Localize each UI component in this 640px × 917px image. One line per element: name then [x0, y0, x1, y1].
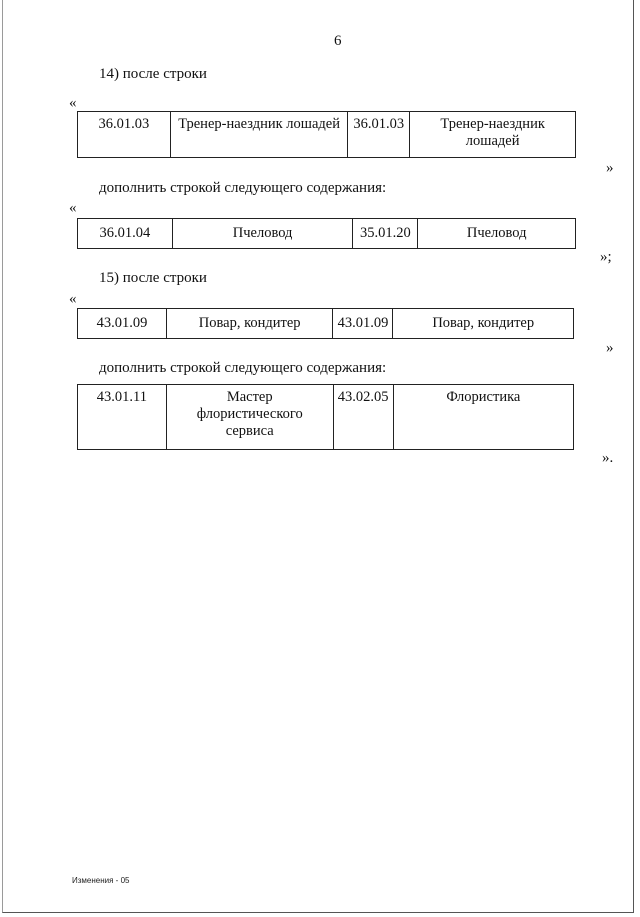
- close-quote-4: ».: [602, 450, 614, 466]
- supplement-text-1: дополнить строкой следующего содержания:: [99, 180, 387, 196]
- table-3: [77, 308, 574, 339]
- table-cell-code: 43.02.05: [333, 385, 393, 450]
- open-quote-1: «: [69, 95, 77, 111]
- table-cell-code: 36.01.04: [78, 219, 173, 249]
- footer-label: Изменения - 05: [72, 876, 130, 885]
- table-row: [78, 219, 576, 249]
- table-4: [77, 384, 574, 450]
- table-row: [78, 385, 574, 450]
- table-cell-profession: Повар, кондитер: [166, 309, 333, 339]
- table-cell-profession: Мастер флористического сервиса: [166, 385, 333, 450]
- close-quote-1: »: [606, 160, 614, 176]
- table-cell-profession: Тренер-наездник лошадей: [170, 112, 347, 158]
- open-quote-3: «: [69, 291, 77, 307]
- supplement-text-2: дополнить строкой следующего содержания:: [99, 360, 387, 376]
- close-quote-2: »;: [600, 249, 612, 265]
- table-cell-profession: Пчеловод: [418, 219, 576, 249]
- table-row: [78, 112, 576, 158]
- table-cell-code: 36.01.03: [348, 112, 410, 158]
- table-cell-code: 43.01.09: [333, 309, 393, 339]
- table-cell-code: 43.01.09: [78, 309, 167, 339]
- table-row: [78, 309, 574, 339]
- table-cell-profession: Флористика: [393, 385, 573, 450]
- close-quote-3: »: [606, 340, 614, 356]
- table-cell-code: 36.01.03: [78, 112, 171, 158]
- table-cell-profession: Тренер-наездник лошадей: [410, 112, 576, 158]
- item-14-intro: 14) после строки: [99, 66, 207, 82]
- table-cell-code: 35.01.20: [353, 219, 418, 249]
- open-quote-2: «: [69, 200, 77, 216]
- table-2: [77, 218, 576, 249]
- table-cell-profession: Повар, кондитер: [393, 309, 574, 339]
- table-cell-code: 43.01.11: [78, 385, 167, 450]
- table-1: [77, 111, 576, 158]
- item-15-intro: 15) после строки: [99, 270, 207, 286]
- table-cell-profession: Пчеловод: [172, 219, 353, 249]
- page-number: 6: [334, 33, 342, 49]
